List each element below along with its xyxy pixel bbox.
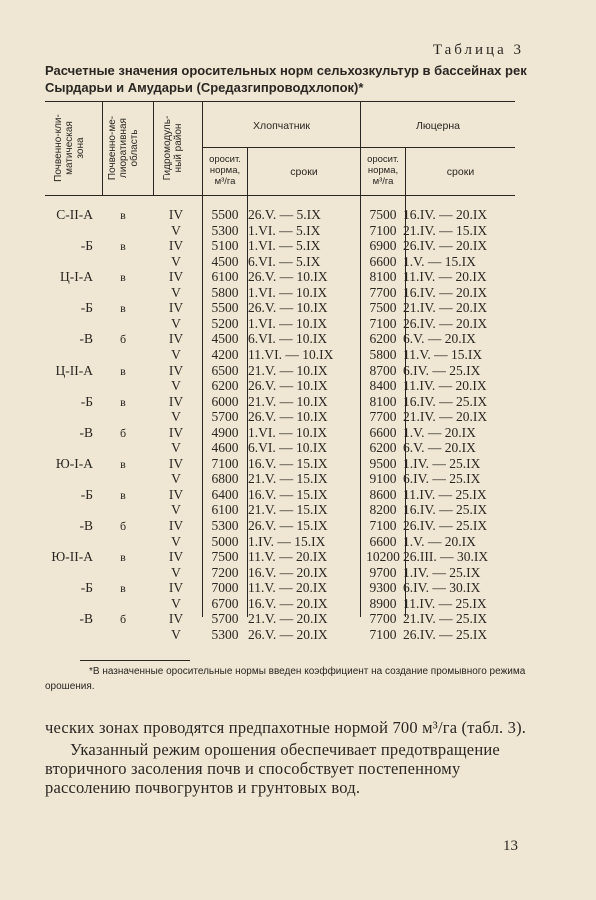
- header-oblast: Почвенно-ме- лиоративная область: [107, 115, 140, 181]
- cell-ln: 8900: [369, 595, 397, 611]
- header-terms-alfalfa: сроки: [446, 166, 475, 178]
- cell-oblast: в: [120, 487, 126, 502]
- cell-cs: 26.V. — 10.IX: [248, 300, 328, 316]
- cell-raion: V: [171, 471, 181, 487]
- cell-cn: 5300: [211, 518, 239, 533]
- cell-cn: 4900: [211, 424, 239, 440]
- cell-oblast: б: [119, 332, 127, 347]
- cell-ln: 9700: [369, 564, 397, 580]
- cell-cn: 4200: [211, 346, 239, 362]
- cell-oblast: в: [120, 208, 126, 222]
- cell-raion: IV: [168, 393, 184, 409]
- table-label: Таблица 3: [432, 42, 524, 58]
- cell-ln: 9300: [369, 580, 397, 596]
- cell-cs: 26.V. — 5.IX: [248, 207, 321, 222]
- footnote: *В назначенные оросительные нормы введен коэффициент на создание промывного режима орошения.: [45, 666, 526, 692]
- cell-zone: С-II-А: [56, 207, 93, 222]
- cell-cn: 6500: [211, 362, 239, 378]
- cell-cn: 5000: [211, 533, 239, 549]
- cell-raion: IV: [168, 486, 184, 502]
- footnote-rule: [80, 660, 190, 661]
- cell-oblast: в: [120, 581, 126, 596]
- cell-oblast: в: [120, 239, 126, 254]
- cell-raion: IV: [168, 269, 184, 285]
- cell-raion: IV: [168, 549, 184, 565]
- cell-cs: 16.V. — 15.IX: [248, 455, 328, 471]
- cell-ln: 6200: [369, 440, 397, 456]
- cell-cn: 7000: [211, 580, 239, 596]
- cell-ls: 11.IV. — 20.IX: [403, 269, 487, 285]
- cell-cn: 5100: [211, 238, 239, 254]
- cell-cn: 7500: [211, 549, 239, 565]
- cell-cs: 26.V. — 20.IX: [248, 626, 328, 642]
- cell-ls: 16.IV. — 25.IX: [403, 393, 488, 409]
- cell-ln: 7100: [369, 518, 397, 533]
- body-paragraph-1: ческих зонах проводятся предпахотные нормой 700 м³/га (табл. 3).: [45, 718, 527, 737]
- cell-cs: 6.VI. — 10.IX: [248, 440, 328, 456]
- cell-ls: 1.V. — 20.IX: [403, 533, 476, 549]
- cell-cn: 5300: [211, 222, 239, 238]
- cell-oblast: в: [120, 301, 126, 316]
- cell-cn: 6700: [211, 595, 239, 611]
- cell-ls: 6.V. — 20.IX: [403, 331, 476, 347]
- cell-raion: IV: [168, 611, 184, 627]
- cell-raion: IV: [168, 238, 184, 254]
- cell-cs: 11.V. — 20.IX: [248, 580, 328, 596]
- cell-cn: 5700: [211, 611, 239, 627]
- cell-raion: IV: [168, 455, 184, 471]
- cell-ls: 6.IV. — 25.IX: [403, 362, 481, 378]
- cell-raion: IV: [168, 362, 184, 378]
- cell-cs: 21.V. — 10.IX: [248, 393, 328, 409]
- cell-zone: Ю-II-А: [51, 549, 93, 565]
- cell-cs: 6.VI. — 5.IX: [248, 253, 321, 269]
- cell-ls: 11.IV. — 25.IX: [403, 595, 487, 611]
- cell-zone: -Б: [80, 580, 93, 596]
- cell-ln: 7500: [369, 207, 397, 222]
- cell-zone: -В: [79, 611, 93, 627]
- cell-ln: 7700: [369, 409, 397, 425]
- cell-ls: 26.IV. — 25.IX: [403, 518, 488, 533]
- cell-cs: 1.VI. — 5.IX: [248, 222, 321, 238]
- cell-oblast: в: [120, 363, 126, 378]
- cell-cs: 21.V. — 15.IX: [248, 502, 328, 518]
- cell-raion: V: [171, 626, 181, 642]
- cell-ls: 16.IV. — 25.IX: [403, 502, 488, 518]
- cell-zone: Ц-I-А: [60, 269, 93, 285]
- cell-cs: 26.V. — 10.IX: [248, 409, 328, 425]
- cell-ls: 11.IV. — 25.IX: [403, 486, 487, 502]
- body-text: [45, 718, 545, 797]
- cell-raion: IV: [168, 518, 184, 533]
- cell-ln: 8700: [369, 362, 397, 378]
- cell-cs: 6.VI. — 10.IX: [248, 331, 328, 347]
- cell-raion: IV: [168, 300, 184, 316]
- cell-ln: 7100: [369, 222, 397, 238]
- cell-cn: 5500: [211, 300, 239, 316]
- cell-zone: -Б: [80, 238, 93, 254]
- cell-cn: 6800: [211, 471, 239, 487]
- cell-raion: V: [171, 595, 181, 611]
- header-cotton: Хлопчатник: [253, 120, 310, 132]
- cell-cn: 7100: [211, 455, 239, 471]
- cell-ln: 7700: [369, 611, 397, 627]
- col-line-2: [153, 102, 154, 195]
- cell-raion: IV: [168, 424, 184, 440]
- cell-raion: V: [171, 346, 181, 362]
- cell-ln: 7500: [369, 300, 397, 316]
- cell-raion: V: [171, 564, 181, 580]
- header-subrule: [202, 147, 515, 148]
- cell-ls: 11.V. — 15.IX: [403, 346, 483, 362]
- cell-cn: 4500: [211, 253, 239, 269]
- cell-zone: -Б: [80, 393, 93, 409]
- cell-ls: 26.IV. — 20.IX: [403, 238, 488, 254]
- cell-ls: 21.IV. — 20.IX: [403, 300, 488, 316]
- table-top-rule: [45, 101, 515, 102]
- cell-cn: 4500: [211, 331, 239, 347]
- cell-cs: 1.VI. — 10.IX: [248, 315, 328, 331]
- cell-cn: 6400: [211, 486, 239, 502]
- cell-ln: 8200: [369, 502, 397, 518]
- cell-ls: 1.IV. — 25.IX: [403, 455, 481, 471]
- cell-ls: 21.IV. — 25.IX: [403, 611, 488, 627]
- cell-raion: V: [171, 222, 181, 238]
- cell-ls: 1.V. — 15.IX: [403, 253, 476, 269]
- cell-ls: 1.V. — 20.IX: [403, 424, 476, 440]
- cell-ln: 8600: [369, 486, 397, 502]
- cell-cs: 1.VI. — 10.IX: [248, 284, 328, 300]
- cell-cs: 16.V. — 15.IX: [248, 486, 328, 502]
- cell-oblast: в: [120, 394, 126, 409]
- cell-cs: 26.V. — 15.IX: [248, 518, 328, 533]
- cell-cn: 6000: [211, 393, 239, 409]
- cell-ln: 7700: [369, 284, 397, 300]
- cell-cs: 21.V. — 10.IX: [248, 362, 328, 378]
- cell-cs: 21.V. — 20.IX: [248, 611, 328, 627]
- cell-ln: 6600: [369, 253, 397, 269]
- cell-raion: V: [171, 409, 181, 425]
- cell-ln: 7100: [369, 315, 397, 331]
- cell-raion: V: [171, 315, 181, 331]
- cell-zone: -В: [79, 424, 93, 440]
- cell-ls: 26.III. — 30.IX: [403, 549, 489, 565]
- cell-raion: V: [171, 440, 181, 456]
- cell-oblast: б: [119, 612, 127, 627]
- cell-ln: 10200: [366, 549, 400, 565]
- cell-ls: 6.IV. — 30.IX: [403, 580, 481, 596]
- cell-ln: 6600: [369, 533, 397, 549]
- col-line-1: [102, 102, 103, 195]
- cell-cs: 1.IV. — 15.IX: [248, 533, 326, 549]
- cell-ls: 26.IV. — 25.IX: [403, 626, 488, 642]
- cell-cn: 5200: [211, 315, 239, 331]
- cell-cn: 6200: [211, 378, 239, 394]
- cell-cn: 5300: [211, 626, 239, 642]
- cell-zone: -В: [79, 331, 93, 347]
- table-title: Расчетные значения оросительных норм сельхозкультур в бассейнах рек Сырдарьи и Амударьи (Средазгипроводхлопок)*: [45, 63, 527, 95]
- cell-ln: 9500: [369, 455, 397, 471]
- cell-oblast: в: [120, 270, 126, 285]
- header-zone: Почвенно-кли- матическая зона: [53, 114, 86, 182]
- cell-ls: 1.IV. — 25.IX: [403, 564, 481, 580]
- cell-ls: 21.IV. — 15.IX: [403, 222, 488, 238]
- cell-cn: 5800: [211, 284, 239, 300]
- cell-zone: Ю-I-А: [55, 455, 93, 471]
- cell-ls: 26.IV. — 20.IX: [403, 315, 488, 331]
- body-paragraph-2: Указанный режим орошения обеспечивает предотвращение вторичного засоления почв и способствует постепенному рассолению почвогрунтов и грунтовых вод.: [45, 740, 500, 797]
- cell-oblast: б: [119, 519, 127, 533]
- cell-ln: 9100: [369, 471, 397, 487]
- cell-ln: 8400: [369, 378, 397, 394]
- cell-cs: 11.VI. — 10.IX: [248, 346, 334, 362]
- cell-zone: Ц-II-А: [55, 362, 93, 378]
- cell-ln: 7100: [369, 626, 397, 642]
- cell-ln: 8100: [369, 269, 397, 285]
- cell-cs: 11.V. — 20.IX: [248, 549, 328, 565]
- cell-raion: V: [171, 533, 181, 549]
- cell-raion: IV: [168, 207, 184, 222]
- cell-ls: 6.V. — 20.IX: [403, 440, 476, 456]
- cell-cs: 16.V. — 20.IX: [248, 564, 328, 580]
- cell-cs: 16.V. — 20.IX: [248, 595, 328, 611]
- cell-raion: V: [171, 502, 181, 518]
- cell-raion: IV: [168, 331, 184, 347]
- cell-zone: -В: [79, 518, 93, 533]
- cell-cn: 7200: [211, 564, 239, 580]
- header-norm-cotton: оросит. норма, м³/га: [209, 154, 241, 187]
- cell-oblast: б: [119, 425, 127, 440]
- cell-ls: 21.IV. — 20.IX: [403, 409, 488, 425]
- cell-cn: 5700: [211, 409, 239, 425]
- cell-oblast: в: [120, 456, 126, 471]
- header-raion: Гидромодуль- ный район: [162, 115, 184, 181]
- cell-ls: 6.IV. — 25.IX: [403, 471, 481, 487]
- cell-zone: -Б: [80, 300, 93, 316]
- table-header-rule: [45, 195, 515, 196]
- cell-cn: 4600: [211, 440, 239, 456]
- cell-zone: -Б: [80, 486, 93, 502]
- cell-oblast: в: [120, 550, 126, 565]
- cell-cn: 6100: [211, 269, 239, 285]
- header-terms-cotton: сроки: [290, 166, 318, 178]
- cell-raion: V: [171, 284, 181, 300]
- cell-raion: V: [171, 378, 181, 394]
- cell-ln: 6900: [369, 238, 397, 254]
- cell-ln: 6200: [369, 331, 397, 347]
- cell-ls: 16.IV. — 20.IX: [403, 284, 488, 300]
- header-alfalfa: Люцерна: [416, 120, 460, 132]
- cell-ln: 8100: [369, 393, 397, 409]
- cell-cs: 26.V. — 10.IX: [248, 269, 328, 285]
- page-number: 13: [503, 838, 518, 854]
- cell-raion: IV: [168, 580, 184, 596]
- cell-cs: 26.V. — 10.IX: [248, 378, 328, 394]
- cell-cn: 5500: [211, 207, 239, 222]
- header-norm-alfalfa: оросит. норма, м³/га: [367, 154, 399, 187]
- cell-ls: 11.IV. — 20.IX: [403, 378, 487, 394]
- cell-cs: 1.VI. — 10.IX: [248, 424, 328, 440]
- cell-cn: 6100: [211, 502, 239, 518]
- cell-raion: V: [171, 253, 181, 269]
- cell-cs: 1.VI. — 5.IX: [248, 238, 321, 254]
- cell-ln: 6600: [369, 424, 397, 440]
- cell-ln: 5800: [369, 346, 397, 362]
- cell-ls: 16.IV. — 20.IX: [403, 207, 488, 222]
- cell-cs: 21.V. — 15.IX: [248, 471, 328, 487]
